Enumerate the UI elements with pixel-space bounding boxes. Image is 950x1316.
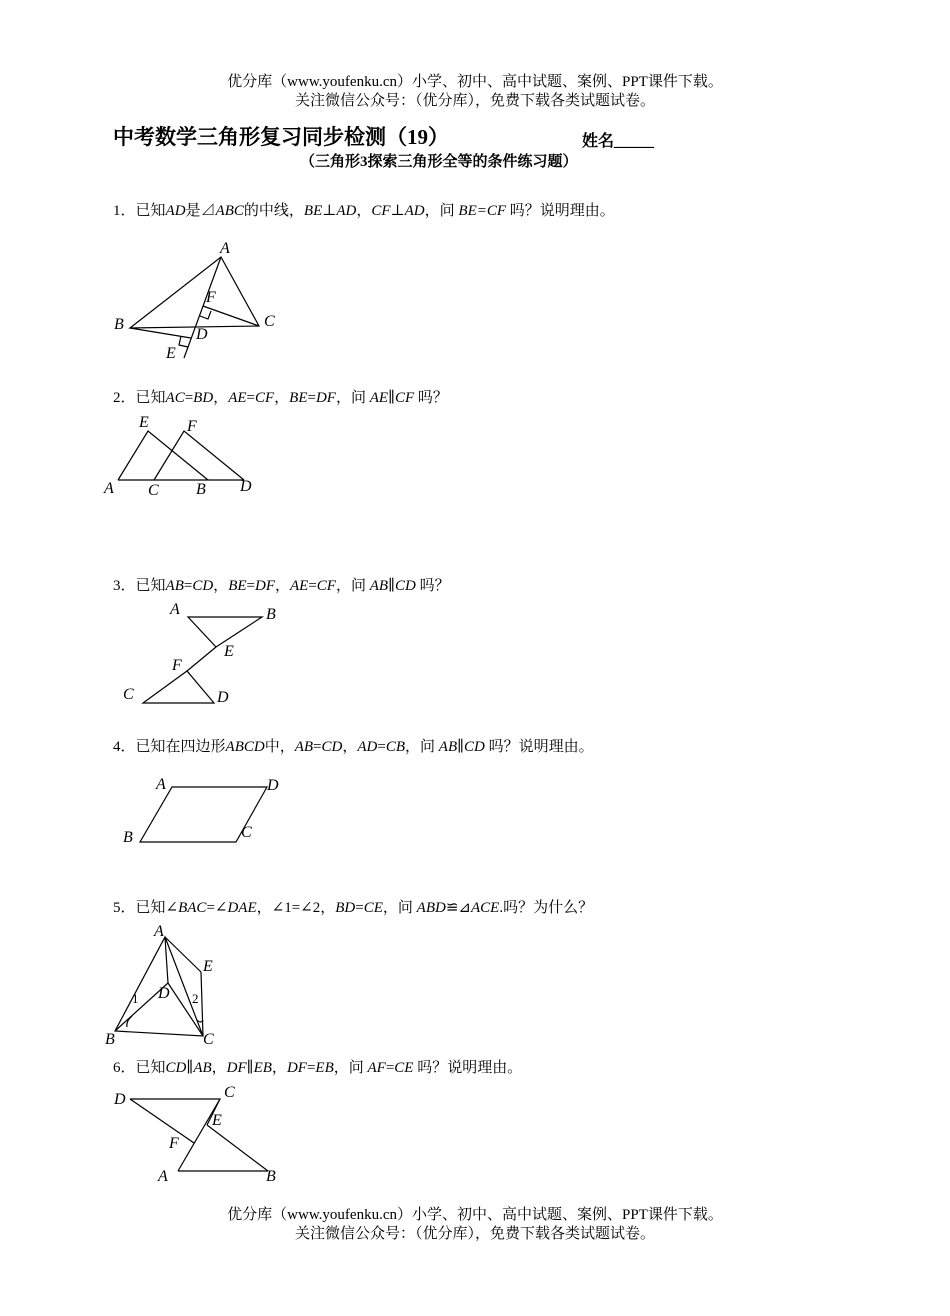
question-text-part: ，问 — [333, 1060, 368, 1076]
question-text-part: AE — [369, 390, 389, 406]
question-text-part: = — [246, 578, 255, 594]
question-text-part: ， — [274, 390, 290, 406]
fig6-label-F: F — [169, 1135, 179, 1152]
question-text-part: ，问 — [424, 203, 459, 219]
question-text-part: = — [307, 390, 316, 406]
fig3-label-B: B — [266, 606, 276, 623]
fig1-label-F: F — [206, 289, 216, 306]
question-text-part: CD — [192, 578, 214, 594]
question-text-part: BAC — [178, 900, 207, 916]
figure-2 — [103, 414, 252, 499]
question-text-part: BE — [289, 390, 308, 406]
question-text-part: AE — [290, 578, 309, 594]
question-number: 2． — [113, 390, 136, 406]
question-text-part: ⊥ — [390, 203, 405, 219]
question-text-part: AB — [438, 739, 458, 755]
footer-line-1: 优分库（www.youfenku.cn）小学、初中、高中试题、案例、PPT课件下载。 — [227, 1207, 723, 1223]
fig6-label-E: E — [212, 1112, 222, 1129]
question-number: 1． — [113, 203, 136, 219]
question-text-part: ，∠1=∠2， — [256, 900, 336, 916]
question-text-part: AE — [228, 390, 247, 406]
question-text-part: CD — [321, 739, 343, 755]
question-number: 4． — [113, 739, 136, 755]
question-number: 5． — [113, 900, 136, 916]
fig4-label-D: D — [267, 777, 279, 794]
question-text-part: = — [306, 1060, 316, 1076]
question-text-part: = — [377, 739, 386, 755]
fig6-label-A: A — [158, 1168, 168, 1185]
fig1-label-C: C — [264, 313, 275, 330]
fig5-label-A: A — [154, 923, 164, 940]
fig6-label-B: B — [266, 1168, 276, 1185]
question-text-part: AD — [357, 739, 378, 755]
question-text-part: ≌⊿ — [445, 900, 471, 916]
question-text-part: BE=CF — [458, 203, 507, 219]
question-text-part: 吗？ — [415, 578, 450, 594]
question-number: 3． — [113, 578, 136, 594]
question-text-part: .吗？为什么？ — [499, 900, 594, 916]
question-text-part: 已知 — [135, 390, 166, 406]
fig6-label-C: C — [224, 1084, 235, 1101]
fig4-label-B: B — [123, 829, 133, 846]
question-text-part: CD — [165, 1060, 187, 1076]
question-text-part: 吗？说明理由。 — [484, 739, 594, 755]
question-text-part: 已知 — [135, 578, 166, 594]
question-text-part: ， — [342, 739, 358, 755]
question-text-part: CE — [394, 1060, 414, 1076]
question-text-part: = — [308, 578, 317, 594]
fig3-label-A: A — [170, 601, 180, 618]
fig3-label-D: D — [217, 689, 229, 706]
fig5-label-D: D — [158, 985, 170, 1002]
question-text-part: CD — [464, 739, 485, 755]
question-text-part: ， — [211, 1060, 227, 1076]
question-text-part: ∥ — [388, 578, 395, 594]
question-text-part: 中， — [264, 739, 295, 755]
fig1-label-E: E — [166, 345, 176, 362]
question-text-part: 已知 — [135, 203, 166, 219]
figure-5 — [105, 923, 214, 1048]
question-text-part: ，问 — [335, 390, 370, 406]
question-text-part: ∥ — [457, 739, 465, 755]
question-text-part: CF — [316, 578, 336, 594]
fig5-label-E: E — [203, 958, 213, 975]
question-text-part: BD — [193, 390, 214, 406]
fig4-label-C: C — [241, 824, 252, 841]
question-text-part: AD — [404, 203, 425, 219]
question-text-part: =∠ — [206, 900, 228, 916]
fig2-label-E: E — [139, 414, 149, 431]
question-text-part: CE — [363, 900, 383, 916]
question-text-part: = — [246, 390, 255, 406]
footer-line-2: 关注微信公众号：（优分库），免费下载各类试题试卷。 — [294, 1226, 655, 1242]
question-text-part: AB — [294, 739, 314, 755]
page-subtitle: （三角形3探索三角形全等的条件练习题） — [300, 154, 578, 170]
question-text-part: ∥ — [246, 1060, 254, 1076]
question-text-part: 已知在四边形 — [135, 739, 226, 755]
question-text-part: DF — [286, 1060, 307, 1076]
question-text-part: DAE — [227, 900, 257, 916]
question-text-part: 的中线， — [243, 203, 304, 219]
question-text-part: AC — [165, 390, 185, 406]
question-text-part: DF — [254, 578, 275, 594]
question-text-part: BD — [335, 900, 356, 916]
question-text-part: ABCD — [225, 739, 265, 755]
figure-4 — [123, 776, 279, 846]
name-label: 姓名_____ — [582, 133, 655, 150]
question-text-part: AB — [193, 1060, 212, 1076]
fig1-label-B: B — [114, 316, 124, 333]
question-text-part: AD — [336, 203, 357, 219]
question-text-part: CB — [385, 739, 406, 755]
question-text-part: 已知 — [135, 1060, 166, 1076]
fig2-label-A: A — [104, 480, 114, 497]
page-title: 中考数学三角形复习同步检测（19） — [113, 125, 449, 149]
question-text-part: ABD — [416, 900, 446, 916]
fig2-label-F: F — [187, 418, 197, 435]
fig2-label-D: D — [240, 478, 252, 495]
question-text-part: DF — [226, 1060, 247, 1076]
fig2-label-B: B — [196, 481, 206, 498]
question-text-part: AD — [165, 203, 186, 219]
question-text-part: CF — [254, 390, 275, 406]
fig3-label-C: C — [123, 686, 134, 703]
question-text-part: 吗？ — [414, 390, 448, 406]
question-text-part: AB — [369, 578, 389, 594]
question-text-part: CF — [395, 390, 415, 406]
fig5-label-C: C — [203, 1031, 214, 1048]
question-text-part: ， — [213, 390, 229, 406]
question-text-part: = — [385, 1060, 395, 1076]
question-text-part: ， — [274, 578, 290, 594]
question-text-part: ∥ — [186, 1060, 194, 1076]
header-line-2: 关注微信公众号：（优分库），免费下载各类试题试卷。 — [294, 93, 655, 109]
fig1-label-A: A — [220, 240, 230, 257]
question-text-part: AB — [165, 578, 184, 594]
question-text-part: CD — [395, 578, 416, 594]
question-text-part: ， — [356, 203, 372, 219]
question-text-part: ，问 — [405, 739, 439, 755]
question-text-part: ACE — [470, 900, 500, 916]
question-text-part: 是⊿ — [185, 203, 216, 219]
fig4-label-A: A — [156, 776, 166, 793]
question-text-part: ∥ — [388, 390, 395, 406]
question-number: 6． — [113, 1060, 136, 1076]
question-text-part: 吗？说明理由。 — [413, 1060, 523, 1076]
question-text-part: EB — [253, 1060, 272, 1076]
question-text-part: ABC — [215, 203, 244, 219]
question-text-part: ，问 — [382, 900, 417, 916]
question-text-part: = — [313, 739, 322, 755]
question-text-part: DF — [315, 390, 336, 406]
figure-1 — [114, 240, 275, 362]
fig3-label-F: F — [172, 657, 182, 674]
question-text-part: ， — [271, 1060, 287, 1076]
question-text-part: ⊥ — [322, 203, 337, 219]
question-text-part: BE — [228, 578, 247, 594]
question-text-part: BE — [303, 203, 323, 219]
fig5-label-B: B — [105, 1031, 115, 1048]
fig2-label-C: C — [148, 482, 159, 499]
question-text-part: AF — [367, 1060, 386, 1076]
figure-3 — [123, 601, 276, 706]
fig5-label-2: 2 — [192, 991, 199, 1006]
question-text-part: ，问 — [335, 578, 370, 594]
question-text-part: 已知∠ — [135, 900, 179, 916]
question-text-part: 吗？说明理由。 — [506, 203, 615, 219]
question-text-part: = — [183, 578, 193, 594]
fig5-label-1: 1 — [132, 991, 139, 1006]
question-text-part: CF — [371, 203, 391, 219]
figure-6 — [113, 1084, 276, 1185]
question-text-part: = — [184, 390, 194, 406]
fig1-label-D: D — [196, 326, 208, 343]
question-text-part: ， — [213, 578, 229, 594]
question-text-part: EB — [315, 1060, 334, 1076]
question-text-part: = — [355, 900, 364, 916]
header-line-1: 优分库（www.youfenku.cn）小学、初中、高中试题、案例、PPT课件下载。 — [227, 74, 723, 90]
fig6-label-D: D — [114, 1091, 126, 1108]
fig3-label-E: E — [224, 643, 234, 660]
